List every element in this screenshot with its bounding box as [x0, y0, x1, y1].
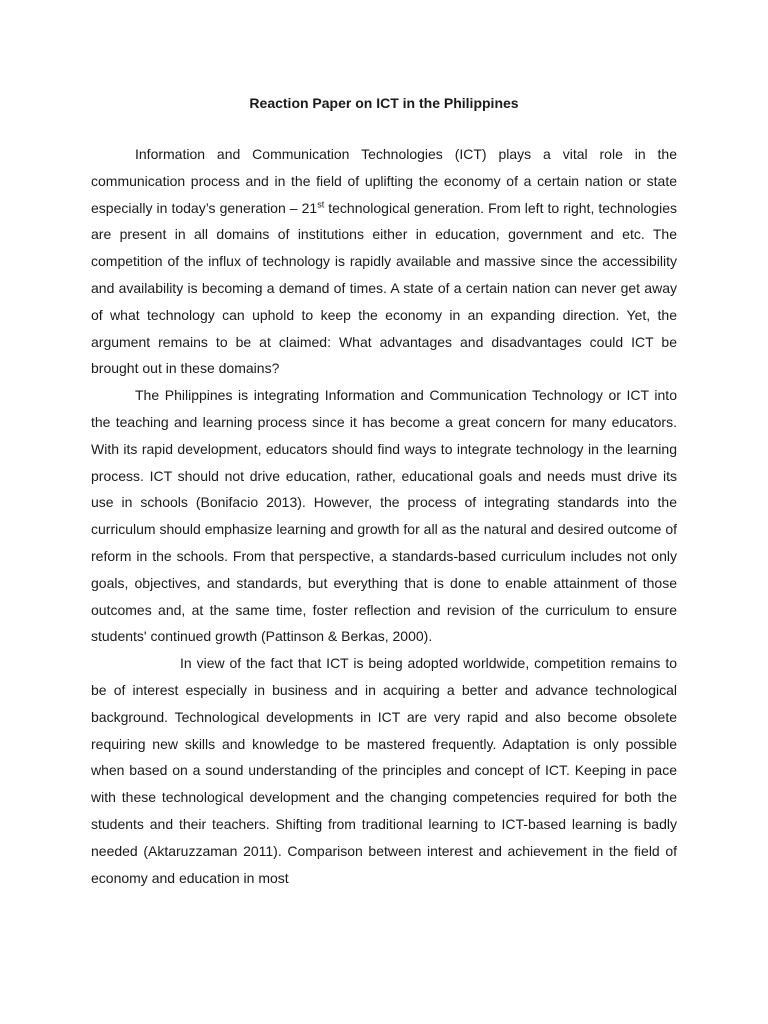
- document-title: Reaction Paper on ICT in the Philippines: [249, 95, 519, 111]
- ordinal-suffix: st: [317, 198, 325, 209]
- paragraph-1: [91, 141, 677, 382]
- paragraph-3: In view of the fact that ICT is being adopted worldwide, competition remains to be of interest especially in business and in acquiring a better and advance technological background. Technological developments in ICT are very rapid and also become obsolete requiring new skills and knowledge to be mastered frequently. Adaptation is only possible when based on a sound understanding of the principles and concept of ICT. Keeping in pace with these technological development and the changing competencies required for both the students and their teachers. Shifting from traditional learning to ICT-based learning is badly needed (Aktaruzzaman 2011). Comparison between interest and achievement in the field of economy and education in most: [91, 655, 677, 886]
- paragraph-1-text: Information and Communication Technologies (ICT) plays a vital role in the communication process and in the field of uplifting the economy of a certain nation or state especially in today’s generation – 21: [91, 146, 677, 216]
- paragraph-1-text-cont: technological generation. From left to right, technologies are present in all domains of institutions either in education, government and etc. The competition of the influx of technology is rapidly available and massive since the accessibility and availability is becoming a demand of times. A state of a certain nation can never get away of what technology can uphold to keep the economy in an expanding direction. Yet, the argument remains to be at claimed: What advantages and disadvantages could ICT be brought out in these domains?: [91, 199, 677, 377]
- paragraph-2: The Philippines is integrating Information and Communication Technology or ICT into the teaching and learning process since it has become a great concern for many educators. With its rapid development, educators should find ways to integrate technology in the learning process. ICT should not drive education, rather, educational goals and needs must drive its use in schools (Bonifacio 2013). However, the process of integrating standards into the curriculum should emphasize learning and growth for all as the natural and desired outcome of reform in the schools. From that perspective, a standards-based curriculum includes not only goals, objectives, and standards, but everything that is done to enable attainment of those outcomes and, at the same time, foster reflection and revision of the curriculum to ensure students' continued growth (Pattinson & Berkas, 2000).: [91, 387, 677, 645]
- document-body: [91, 141, 677, 891]
